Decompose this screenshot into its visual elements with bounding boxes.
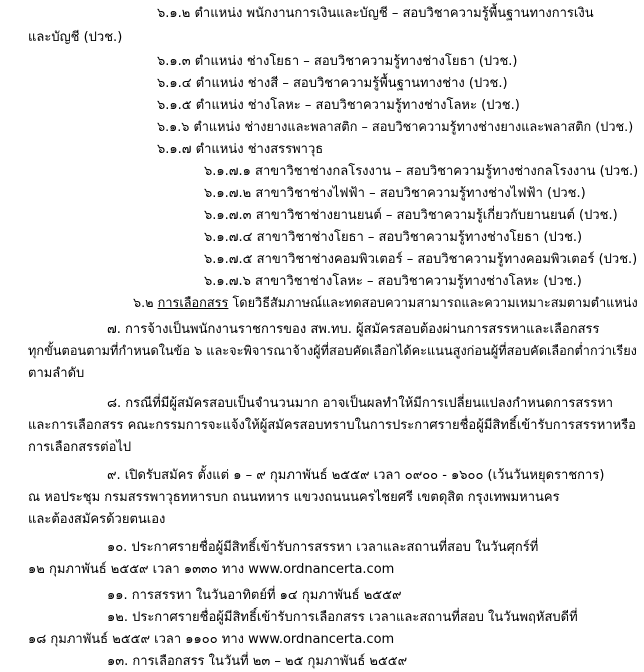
para-7-line-3: ตามลำดับ bbox=[28, 366, 85, 381]
para-9-line-3: และต้องสมัครด้วยตนเอง bbox=[28, 512, 166, 527]
para-9-line-2: ณ หอประชุม กรมสรรพาวุธทหารบก ถนนทหาร แขวงถนนนครไชยศรี เขตดุสิต กรุงเทพมหานคร bbox=[28, 490, 560, 505]
para-7-line-1: ๗. การจ้างเป็นพนักงานราชการของ สพ.ทบ. ผู้สมัครสอบต้องผ่านการสรรหาและเลือกสรร bbox=[107, 322, 600, 337]
item-6-1-7-4: ๖.๑.๗.๔ สาขาวิชาช่างโยธา – สอบวิชาความรู้ทางช่างโยธา (ปวช.) bbox=[204, 230, 583, 245]
para-13: ๑๓. การเลือกสรร ในวันที่ ๒๓ – ๒๕ กุมภาพันธ์ ๒๕๕๙ bbox=[107, 654, 408, 669]
section-6-2 bbox=[133, 294, 638, 314]
para-10-line-1: ๑๐. ประกาศรายชื่อผู้มีสิทธิ์เข้ารับการสรรหา เวลาและสถานที่สอบ ในวันศุกร์ที่ bbox=[107, 540, 539, 555]
item-6-1-7-6: ๖.๑.๗.๖ สาขาวิชาช่างโลหะ – สอบวิชาความรู้ทางช่างโลหะ (ปวช.) bbox=[204, 274, 582, 289]
item-6-1-7-1: ๖.๑.๗.๑ สาขาวิชาช่างกลโรงงาน – สอบวิชาความรู้ทางช่างกลโรงงาน (ปวช.) bbox=[204, 164, 639, 179]
section-6-2-number: ๖.๒ bbox=[133, 296, 154, 311]
para-12-line-1: ๑๒. ประกาศรายชื่อผู้มีสิทธิ์เข้ารับการเลือกสรร เวลาและสถานที่สอบ ในวันพฤหัสบดีที่ bbox=[107, 610, 578, 625]
item-6-1-2-cont: และบัญชี (ปวช.) bbox=[28, 30, 123, 45]
item-6-1-2: ๖.๑.๒ ตำแหน่ง พนักงานการเงินและบัญชี – สอบวิชาความรู้พื้นฐานทางการเงิน bbox=[157, 6, 594, 21]
para-8-line-1: ๘. กรณีที่มีผู้สมัครสอบเป็นจำนวนมาก อาจเป็นผลทำให้มีการเปลี่ยนแปลงกำหนดการสรรหา bbox=[107, 396, 614, 411]
item-6-1-4: ๖.๑.๔ ตำแหน่ง ช่างสี – สอบวิชาความรู้พื้นฐานทางช่าง (ปวช.) bbox=[157, 76, 508, 91]
item-6-1-7-3: ๖.๑.๗.๓ สาขาวิชาช่างยานยนต์ – สอบวิชาความรู้เกี่ยวกับยานยนต์ (ปวช.) bbox=[204, 208, 618, 223]
para-8-line-2: และการเลือกสรร คณะกรรมการจะแจ้งให้ผู้สมัครสอบทราบในการประกาศรายชื่อผู้มีสิทธิ์เข้ารับการสรรหาหรือ bbox=[28, 418, 636, 433]
section-6-2-text: โดยวิธีสัมภาษณ์และทดสอบความสามารถและความเหมาะสมตามตำแหน่ง bbox=[228, 296, 638, 311]
item-6-1-6: ๖.๑.๖ ตำแหน่ง ช่างยางและพลาสติก – สอบวิชาความรู้ทางช่างยางและพลาสติก (ปวช.) bbox=[157, 120, 634, 135]
item-6-1-3: ๖.๑.๓ ตำแหน่ง ช่างโยธา – สอบวิชาความรู้ทางช่างโยธา (ปวช.) bbox=[157, 54, 518, 69]
para-9-line-1: ๙. เปิดรับสมัคร ตั้งแต่ ๑ – ๙ กุมภาพันธ์ ๒๕๕๙ เวลา ๐๙๐๐ - ๑๖๐๐ (เว้นวันหยุดราชการ) bbox=[107, 468, 605, 483]
para-10-line-2: ๑๒ กุมภาพันธ์ ๒๕๕๙ เวลา ๑๓๓๐ ทาง www.ordnancerta.com bbox=[28, 562, 395, 577]
item-6-1-7-5: ๖.๑.๗.๕ สาขาวิชาช่างคอมพิวเตอร์ – สอบวิชาความรู้ทางคอมพิวเตอร์ (ปวช.) bbox=[204, 252, 638, 267]
para-8-line-3: การเลือกสรรต่อไป bbox=[28, 440, 132, 455]
para-11: ๑๑. การสรรหา ในวันอาทิตย์ที่ ๑๔ กุมภาพันธ์ ๒๕๕๙ bbox=[107, 588, 402, 603]
para-7-line-2: ทุกขั้นตอนตามที่กำหนดในข้อ ๖ และจะพิจารณาจ้างผู้ที่สอบคัดเลือกได้คะแนนสูงก่อนผู้ที่สอบคัดเลือกต่ำกว่าเรียง bbox=[28, 344, 637, 359]
item-6-1-5: ๖.๑.๕ ตำแหน่ง ช่างโลหะ – สอบวิชาความรู้ทางช่างโลหะ (ปวช.) bbox=[157, 98, 520, 113]
section-6-2-heading: การเลือกสรร bbox=[157, 296, 229, 311]
para-12-line-2: ๑๘ กุมภาพันธ์ ๒๕๕๙ เวลา ๑๑๐๐ ทาง www.ordnancerta.com bbox=[28, 632, 395, 647]
item-6-1-7: ๖.๑.๗ ตำแหน่ง ช่างสรรพาวุธ bbox=[157, 142, 324, 157]
item-6-1-7-2: ๖.๑.๗.๒ สาขาวิชาช่างไฟฟ้า – สอบวิชาความรู้ทางช่างไฟฟ้า (ปวช.) bbox=[204, 186, 586, 201]
